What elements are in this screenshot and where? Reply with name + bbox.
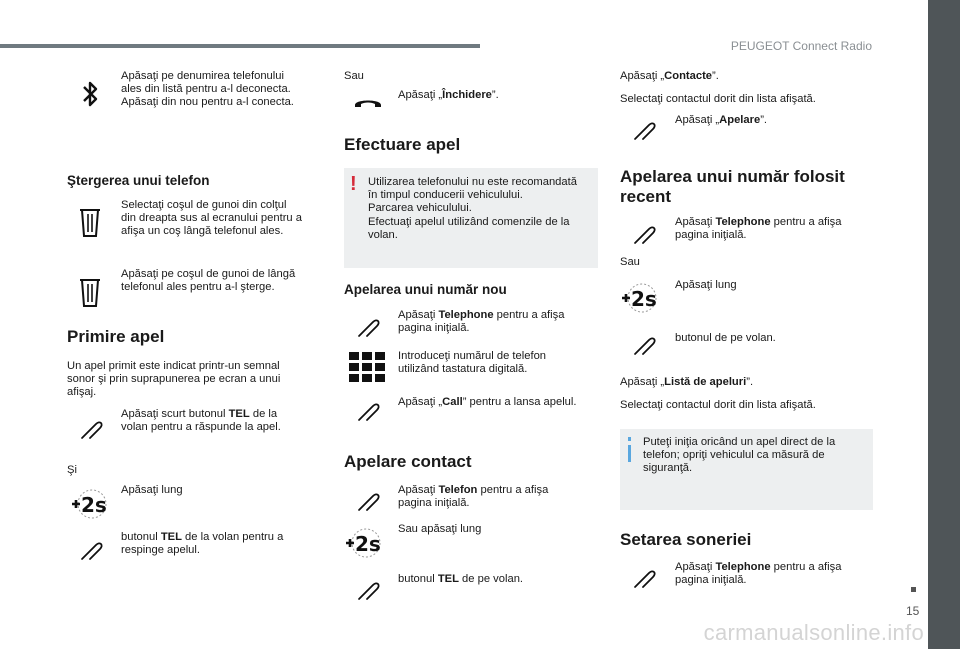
- recent-step-1: Apăsaţi Telephone pentru a afişa pagina iniţială.: [675, 216, 842, 242]
- recent-call-title: Apelarea unui număr folosit recent: [620, 167, 845, 206]
- new-number-title: Apelarea unui număr nou: [344, 282, 507, 297]
- header-title: PEUGEOT Connect Radio: [730, 39, 872, 53]
- finger-tap-icon: [351, 571, 387, 607]
- info-icon: [628, 445, 631, 462]
- long-press-text: Apăsaţi lung: [675, 279, 737, 291]
- ringtone-title: Setarea soneriei: [620, 530, 752, 549]
- info-box: [620, 429, 873, 510]
- svg-text:2s: 2s: [631, 287, 657, 311]
- contact-step-2: Sau apăsaţi lung: [398, 523, 482, 535]
- select-contact: Selectaţi contactul dorit din lista afişată.: [620, 93, 816, 105]
- keypad-icon: [348, 350, 386, 384]
- close-step: Apăsaţi „Închidere”.: [398, 89, 499, 101]
- page-marker: [911, 587, 916, 592]
- finger-tap-icon: [351, 392, 387, 428]
- long-press-text: Apăsaţi lung: [121, 484, 183, 496]
- contacts-step: Apăsaţi „Contacte”.: [620, 70, 719, 82]
- svg-text:2s: 2s: [81, 493, 107, 517]
- side-tab: [928, 0, 960, 649]
- trash-icon: [72, 274, 108, 310]
- ringtone-step-1: Apăsaţi Telephone pentru a afişa pagina iniţială.: [675, 561, 842, 587]
- new-step-1: Apăsaţi Telephone pentru a afişa pagina iniţială.: [398, 309, 565, 335]
- delete-phone-title: Ştergerea unui telefon: [67, 173, 210, 188]
- select-contact-2: Selectaţi contactul dorit din lista afişată.: [620, 399, 816, 411]
- finger-tap-icon: [351, 308, 387, 344]
- trash-icon: [72, 204, 108, 240]
- svg-text:2s: 2s: [355, 532, 381, 556]
- contact-step-1: Apăsaţi Telefon pentru a afişa pagina iniţială.: [398, 484, 549, 510]
- or-label: Sau: [620, 256, 640, 268]
- contact-step-3: butonul TEL de pe volan.: [398, 573, 524, 585]
- long-press-2s-icon: [620, 280, 660, 316]
- delete-step-1: Selectaţi coşul de gunoi din colţul din dreapta sus al ecranului pentru a afişa un coş lângă telefonul ales.: [121, 199, 302, 238]
- finger-tap-icon: [627, 215, 663, 251]
- warning-text: Utilizarea telefonului nu este recomandată în timpul conducerii vehiculului. Parcarea vehiculului. Efectuaţi apelul utilizând comenzile de la volan.: [368, 176, 577, 241]
- watermark: carmanualsonline.info: [703, 620, 924, 645]
- bt-text: Apăsaţi pe denumirea telefonului ales din listă pentru a-l deconecta. Apăsaţi din nou pentru a-l conecta.: [121, 70, 294, 109]
- page-number: 15: [906, 604, 920, 618]
- contact-call-title: Apelare contact: [344, 452, 472, 471]
- warning-icon: !: [350, 173, 357, 195]
- warning-box: [344, 168, 598, 268]
- reject-step: butonul TEL de la volan pentru a respinge apelul.: [121, 531, 284, 557]
- dial-step: Apăsaţi „Apelare”.: [675, 114, 768, 126]
- finger-tap-icon: [351, 482, 387, 518]
- receive-call-title: Primire apel: [67, 327, 165, 346]
- long-press-2s-icon: [344, 525, 384, 561]
- wheel-button-text: butonul de pe volan.: [675, 332, 776, 344]
- receive-intro: Un apel primit este indicat printr-un semnal sonor şi prin suprapunerea pe ecran a unui afişaj.: [67, 360, 281, 399]
- make-call-title: Efectuare apel: [344, 135, 461, 154]
- info-icon-dot: [628, 437, 631, 441]
- delete-step-2: Apăsaţi pe coşul de gunoi de lângă telefonul ales pentru a-l şterge.: [121, 268, 296, 294]
- finger-tap-icon: [627, 111, 663, 147]
- receive-step: Apăsaţi scurt butonul TEL de la volan pentru a răspunde la apel.: [121, 408, 281, 434]
- info-text: Puteţi iniţia oricând un apel direct de la telefon; opriţi vehiculul ca măsură de siguranţă.: [643, 436, 836, 475]
- finger-tap-icon: [627, 326, 663, 362]
- new-step-2: Introduceţi numărul de telefon utilizând tastatura digitală.: [398, 350, 547, 376]
- header-bar: [0, 44, 480, 48]
- finger-tap-icon: [74, 531, 110, 567]
- and-label: Şi: [67, 464, 77, 476]
- new-step-3: Apăsaţi „Call” pentru a lansa apelul.: [398, 396, 577, 408]
- finger-tap-icon: [74, 410, 110, 446]
- finger-tap-icon: [627, 559, 663, 595]
- or-label: Sau: [344, 70, 364, 82]
- bluetooth-icon: [72, 76, 108, 112]
- calls-list-step: Apăsaţi „Listă de apeluri”.: [620, 376, 754, 388]
- long-press-2s-icon: [70, 486, 110, 522]
- hang-up-icon: [350, 85, 386, 121]
